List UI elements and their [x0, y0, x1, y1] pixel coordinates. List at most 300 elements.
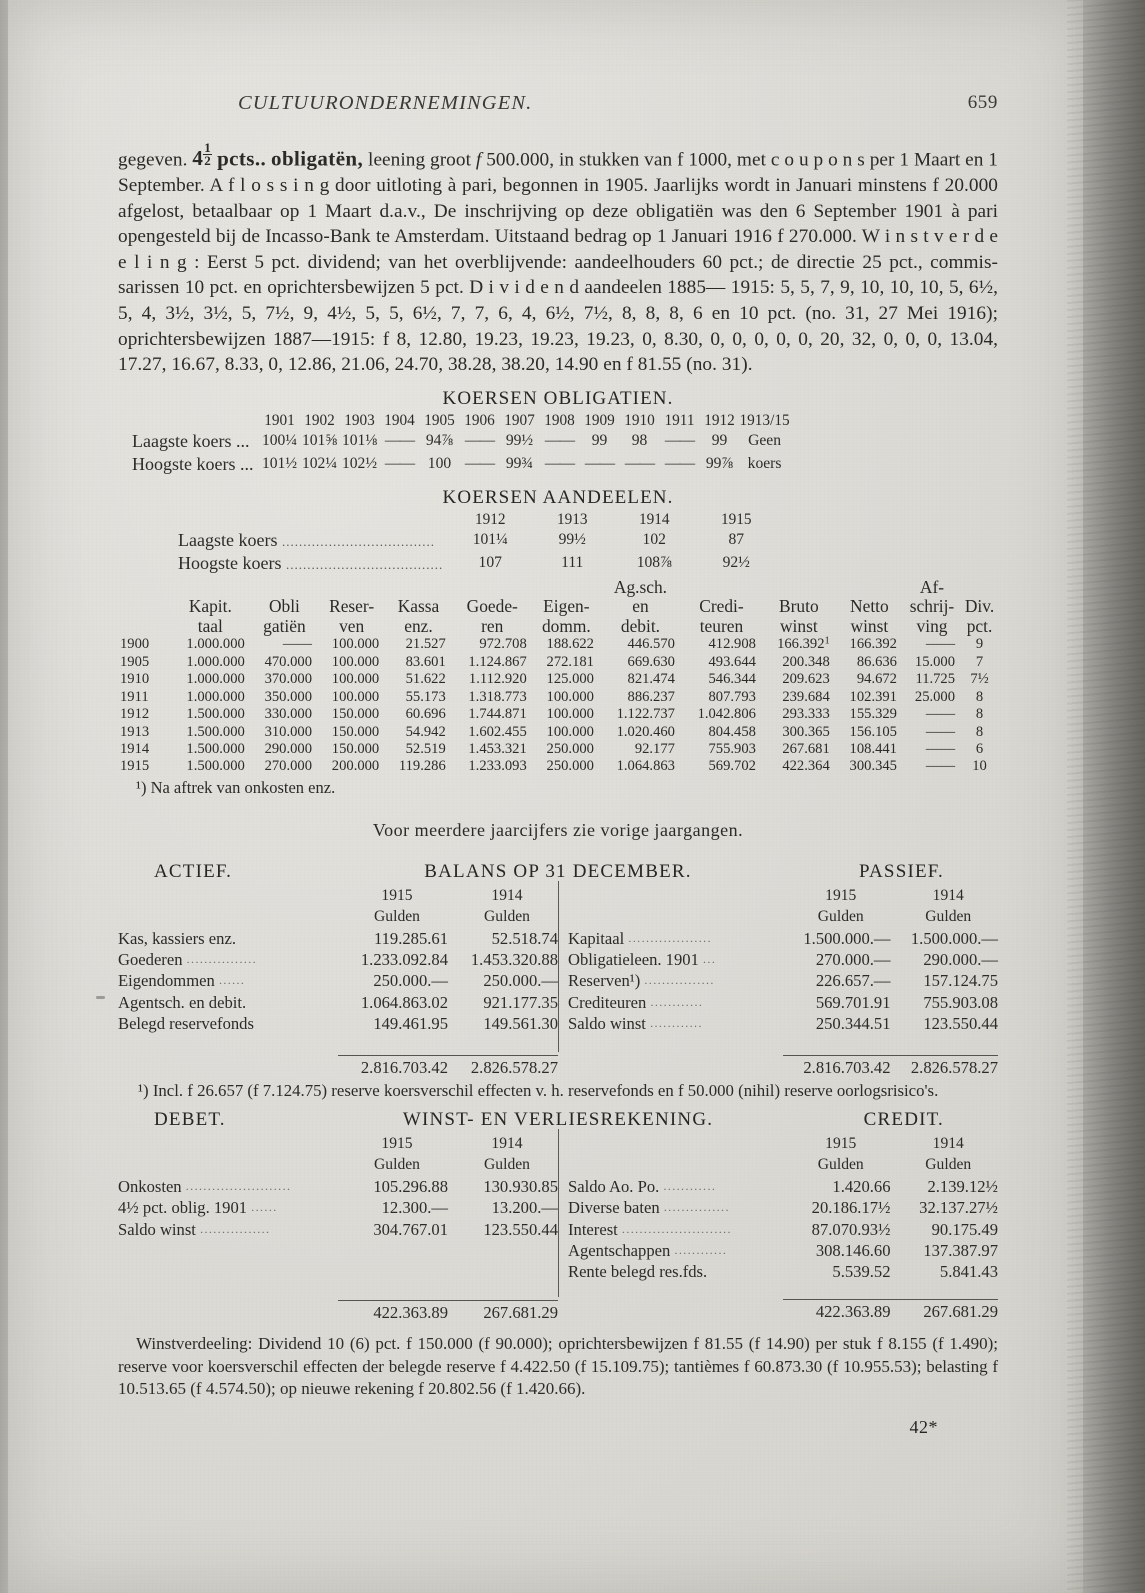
koersen-aandeelen-header-row [178, 511, 777, 530]
total-1915: 2.816.703.42 [803, 1057, 891, 1077]
koers-value: koers [747, 455, 782, 473]
col-head: Obli [268, 596, 300, 617]
koers-value: —— [544, 432, 575, 450]
value-1914: 90.175.49 [931, 1219, 998, 1239]
table-row [118, 689, 998, 706]
list-item [568, 1013, 998, 1034]
currency-header: Gulden [484, 1156, 530, 1174]
col-head: Credi- [699, 596, 744, 617]
cell-goederen: 972.708 [479, 636, 527, 653]
value-1914: 921.177.35 [483, 992, 558, 1012]
koers-value: —— [384, 432, 415, 450]
value-1914: 52.518.74 [491, 928, 558, 948]
final-line-4: (f 4.574.50); op nieuwe rekening f 20.802.56 (f 1.420.66). [190, 1379, 586, 1399]
col-head: Kapit. [188, 596, 232, 617]
total-1915: 422.363.89 [373, 1303, 448, 1322]
list-item [118, 928, 558, 949]
currency-header: Gulden [925, 1156, 972, 1174]
leader-dots: ............ [650, 994, 704, 1009]
col-head: Kassa [397, 596, 440, 617]
list-item [568, 1261, 998, 1282]
row-year: 1910 [120, 671, 150, 688]
cell-bruto-winst: 209.623 [782, 671, 830, 688]
col-head: teuren [699, 615, 744, 636]
total-rule [783, 1035, 998, 1057]
cell-kapitaal: 1.500.000 [186, 706, 245, 723]
para-line-1-mid: leening groot [368, 149, 471, 171]
currency-header-row [568, 906, 998, 927]
yearly-header-line2 [118, 617, 998, 637]
row-label: Interest ......................... [568, 1219, 732, 1239]
year-header: 1915 [381, 886, 413, 904]
currency-header: Gulden [374, 908, 420, 926]
value-1915: 304.767.01 [373, 1219, 448, 1239]
year-header: 1913 [556, 510, 588, 528]
col-head: ving [916, 615, 948, 636]
currency-header: Gulden [817, 1156, 864, 1174]
year-header: 1907 [504, 411, 535, 429]
currency-header-row [118, 906, 558, 927]
cell-agsch-debit: 1.064.863 [616, 758, 675, 775]
para-line-5: De inschrijving op deze obligatiën was den 6 September 1901 à pari [433, 200, 998, 222]
row-label: Rente belegd res.fds. [568, 1262, 708, 1282]
year-header-row [568, 1133, 998, 1154]
value-1915: 308.146.60 [815, 1241, 891, 1260]
total-rule [338, 1240, 558, 1302]
final-line-1: Winstverdeeling: Dividend 10 (6) pct. f 150.000 (f 90.000); oprichtersbewijzen f 81.55 [136, 1334, 744, 1354]
cell-eigendommen: 100.000 [546, 688, 594, 705]
credit-table [568, 1133, 998, 1322]
koers-value: 101½ [261, 455, 298, 473]
list-item [118, 1013, 558, 1034]
row-year: 1900 [120, 636, 150, 653]
cell-div-pct: 8 [975, 706, 984, 723]
list-item [568, 1240, 998, 1261]
koers-value: —— [664, 432, 695, 450]
cell-eigendommen: 272.181 [546, 653, 594, 670]
cell-kassa: 21.527 [405, 636, 446, 653]
table-row [132, 454, 790, 477]
row-year: 1912 [120, 706, 150, 723]
row-year: 1913 [120, 723, 150, 740]
koers-value: 102 [642, 531, 666, 549]
cell-crediteuren: 569.702 [708, 758, 756, 775]
year-header-row [568, 885, 998, 906]
value-1914: 290.000.— [923, 949, 998, 969]
cell-netto-winst: 300.345 [849, 758, 897, 775]
cell-netto-winst: 94.672 [856, 671, 897, 688]
currency-header-row [568, 1154, 998, 1175]
cell-crediteuren: 807.793 [708, 688, 756, 705]
cell-bruto-winst: 166.392$^1$ [777, 636, 830, 653]
list-item [118, 949, 558, 970]
yearly-table-footnote: ¹) Na aftrek van onkosten enz. [136, 777, 336, 797]
year-header: 1909 [584, 411, 615, 429]
credit-heading: CREDIT. [863, 1108, 944, 1130]
year-header: 1914 [638, 510, 670, 528]
cell-eigendommen: 100.000 [546, 723, 594, 740]
cell-agsch-debit: 92.177 [634, 740, 675, 757]
koers-value: 99 [591, 432, 608, 450]
cell-kapitaal: 1.500.000 [186, 740, 245, 757]
total-row [118, 1302, 558, 1323]
col-head: en [632, 596, 649, 617]
row-label: Laagste koers ... [132, 430, 250, 451]
value-1914: 250.000.— [483, 971, 558, 991]
col-head [118, 617, 170, 637]
value-1915: 1.500.000.— [803, 928, 891, 948]
cell-goederen: 1.453.321 [468, 740, 527, 757]
cell-kapitaal: 1.500.000 [186, 723, 245, 740]
cell-netto-winst: 155.329 [849, 706, 897, 723]
year-header: 1911 [664, 411, 695, 429]
cell-agsch-debit: 1.020.460 [616, 723, 675, 740]
final-line-2: (f 14.90) per stuk f 8.155 (f 1.490); reserve voor koersverschil effecten der belegde [118, 1334, 998, 1376]
currency-header: Gulden [817, 908, 864, 926]
cell-netto-winst: 156.105 [849, 723, 897, 740]
cell-afschrijving: —— [925, 636, 956, 653]
cell-obligatien: 470.000 [264, 653, 313, 670]
cell-agsch-debit: 446.570 [627, 636, 675, 653]
leader-dots: ......................... [621, 1221, 732, 1236]
value-1915: 5.539.52 [832, 1262, 891, 1282]
total-1914: 267.681.29 [483, 1303, 558, 1322]
bond-type-label: obligatën, [271, 146, 364, 171]
table-row [118, 741, 998, 758]
balans-actief-heading: ACTIEF. [154, 860, 233, 882]
cell-div-pct: 7 [975, 653, 984, 670]
year-header: 1912 [474, 510, 506, 528]
table-row [178, 553, 777, 576]
total-1915: 422.363.89 [815, 1301, 891, 1321]
total-1915: 2.816.703.42 [360, 1057, 448, 1077]
value-1914: 13.200.— [491, 1198, 558, 1218]
cell-reserven: 200.000 [331, 758, 380, 775]
year-header: 1914 [932, 1134, 964, 1152]
cell-div-pct: 10 [972, 758, 987, 775]
cell-kapitaal: 1.000.000 [186, 688, 245, 705]
value-1915: 1.233.092.84 [360, 949, 448, 969]
koers-value: —— [624, 455, 655, 473]
koers-value: 101⅝ [301, 432, 338, 450]
year-header: 1902 [304, 411, 335, 429]
value-1915: 569.701.91 [815, 992, 891, 1012]
cell-reserven: 150.000 [331, 706, 380, 723]
row-label: Hoogste koers ..................................... [178, 552, 444, 573]
koersen-obligatien-title: KOERSEN OBLIGATIEN. [442, 387, 674, 409]
leader-dots: ............... [663, 1200, 730, 1215]
row-label: Obligatieleen. 1901 ... [568, 949, 717, 969]
list-item [568, 970, 998, 991]
balans-center-heading: BALANS OP 31 DECEMBER. [424, 860, 692, 882]
col-head: Reser- [329, 596, 375, 617]
running-head [118, 92, 998, 118]
cell-div-pct: 7½ [970, 671, 989, 688]
page-edge-shadow [1067, 0, 1145, 1593]
row-label: Kas, kassiers enz. [118, 928, 236, 948]
footnote-marker: 1 [824, 636, 830, 648]
para-line-11: 6, 4, 6½, 7½, 8, 8, 8, 6 en 10 pct. (no. 31, 27 Mei 1916); oprichtersbewijzen [118, 302, 998, 350]
value-1914: 123.550.44 [483, 1219, 558, 1239]
koers-value: 99¾ [505, 455, 534, 473]
cell-goederen: 1.233.093 [468, 758, 527, 775]
page-content [118, 0, 998, 1438]
cell-reserven: 100.000 [331, 653, 380, 670]
bond-unit-label: pcts. [217, 146, 261, 171]
bond-rate: 4 $\frac{1}{2}$ [192, 140, 212, 171]
value-1915: 12.300.— [381, 1198, 448, 1218]
cell-obligatien: 310.000 [264, 723, 313, 740]
running-head-title: CULTUURONDERNEMINGEN. [238, 92, 533, 114]
cell-crediteuren: 412.908 [708, 636, 756, 653]
list-item [568, 992, 998, 1013]
cell-kapitaal: 1.500.000 [186, 758, 245, 775]
koers-value: 111 [561, 554, 584, 572]
value-1914: 32.137.27½ [919, 1198, 998, 1218]
value-1914: 2.139.12½ [927, 1176, 998, 1196]
list-item [118, 970, 558, 991]
koersen-obligatien-table [132, 412, 790, 477]
col-head: Goede- [466, 596, 518, 617]
cell-reserven: 100.000 [331, 688, 380, 705]
balans-footnote-line2: f 50.000 (nihil) reserve oorlogsrisico's. [677, 1080, 939, 1100]
year-header: 1910 [624, 411, 655, 429]
row-label: Saldo winst ................ [118, 1219, 271, 1239]
koers-value: —— [384, 455, 415, 473]
para-line-8: het overblijvende: aandeelhouders 60 pct.; de directie 25 pct., commis- [423, 251, 998, 273]
total-row [568, 1057, 998, 1078]
leader-dots: ........................ [185, 1178, 292, 1193]
header-agsch: Ag.sch. [613, 576, 668, 597]
table-row [118, 636, 998, 653]
cell-afschrijving: —— [925, 758, 956, 775]
row-label: Hoogste koers ... [132, 453, 254, 474]
cell-kassa: 83.601 [405, 653, 446, 670]
value-1915: 226.657.— [815, 971, 891, 991]
value-1914: 1.500.000.— [910, 928, 998, 948]
col-head: Bruto [779, 596, 819, 617]
header-af: Af- [919, 576, 945, 597]
cell-obligatien: 370.000 [264, 671, 313, 688]
row-label: Saldo winst ............ [568, 1014, 703, 1034]
year-header: 1905 [424, 411, 455, 429]
cell-goederen: 1.318.773 [468, 688, 527, 705]
koers-value: —— [464, 432, 495, 450]
para-line-9: sarissen 10 pct. en oprichtersbewijzen 5 pct. D i v i d e n d aandeelen 1885— [118, 277, 726, 299]
row-label: Reserven¹) ................ [568, 971, 715, 991]
value-1914: 755.903.08 [923, 992, 998, 1012]
cell-bruto-winst: 293.333 [782, 706, 830, 723]
para-line-14: (no. 31). [686, 354, 753, 376]
cell-netto-winst: 166.392 [849, 636, 897, 653]
balans-footnote-line1: ¹) Incl. f 26.657 (f 7.124.75) reserve koersverschil effecten v. h. reservefonds en [138, 1080, 674, 1100]
col-head: winst [780, 615, 818, 636]
leader-dots: ...... [218, 973, 246, 988]
intro-paragraph: gegeven. 4 $\frac{1}{2}$ pcts.. obligatën, leening groot f 500.000, in stukken van f 1000, met c o u p o n s per 1 Maart en 1 September. A f l o s s i n g door uitloting à pari, begonnen in 1905. Jaarlijks wordt in Januari minstens f 20.000 afgelost, betaalbaar op 1 Maart d.a.v., De inschrijving op deze obligatiën was den 6 September 1901 à pari opengesteld bij de Incasso-Bank te Amsterdam. Uitstaand bedrag op 1 Januari 1916 f 270.000. W i n s t v e r d e e l i n g : Eerst 5 pct. dividend; van het overblijvende: aandeelhouders 60 pct.; de directie 25 pct., commis- sarissen 10 pct. en oprichtersbewijzen 5 pct. D i v i d e n d aandeelen 1885— 1915: 5, 5, 7, 9, 10, 10, 10, 5, 6½, 5, 4, 3½, 3½, 5, 7½, 9, 4½, 5, 5, 6½, 7, 7, 6, 4, 6½, 7½, 8, 8, 8, 6 en 10 pct. (no. 31, 27 Mei 1916); oprichtersbewijzen 1887—1915: f 8, 12.80, 19.23, 19.23, 19.23, 0, 8.30, 0, 0, 0, 0, 0, 20, 32, 0, 0, 0, 13.04, 17.27, 16.67, 8.33, 0, 12.86, 21.06, 24.70, 38.28, 38.20, 14.90 en f 81.55 (no. 31). [118, 140, 999, 376]
para-line-7: Januari 1916 f 270.000. W i n s t v e r d e e l i n g : Eerst 5 pct. dividend; van [118, 226, 999, 273]
value-1915: 1.064.863.02 [360, 992, 448, 1012]
table-row [118, 758, 998, 775]
cell-agsch-debit: 821.474 [627, 671, 675, 688]
cell-eigendommen: 250.000 [546, 740, 594, 757]
list-item [118, 1197, 558, 1218]
cell-afschrijving: —— [925, 706, 956, 723]
cell-agsch-debit: 1.122.737 [616, 706, 675, 723]
value-1915: 87.070.93½ [811, 1219, 891, 1239]
cell-kassa: 119.286 [398, 758, 446, 775]
para-line-13: 13.04, 17.27, 16.67, 8.33, 0, 12.86, 21.06, 24.70, 38.28, 38.20, 14.90 en f 81.55 [118, 328, 999, 376]
leader-dots: .................................... [281, 533, 435, 549]
currency-header: Gulden [925, 908, 972, 926]
balans-footnote [118, 1080, 998, 1101]
para-line-12: 1887—1915: f 8, 12.80, 19.23, 19.23, 19.23, 0, 8.30, 0, 0, 0, 0, 0, 20, 32, 0, 0, 0, [273, 328, 943, 350]
col-head: schrij- [909, 596, 955, 617]
leader-dots: ................ [186, 951, 258, 966]
koers-value: 101⅛ [341, 432, 378, 450]
winstverdeeling-paragraph [118, 1333, 998, 1401]
cell-agsch-debit: 669.630 [627, 653, 675, 670]
koers-value: —— [584, 455, 615, 473]
total-rule [338, 1035, 558, 1057]
leader-dots: ............ [650, 1016, 703, 1031]
cell-afschrijving: 25.000 [914, 688, 956, 705]
column-divider [558, 1129, 559, 1297]
koersen-aandeelen-title: KOERSEN AANDEELEN. [442, 486, 674, 508]
row-label: Diverse baten ............... [568, 1198, 730, 1218]
koers-value: 107 [478, 554, 502, 572]
year-header: 1914 [491, 1134, 523, 1152]
year-header: 1915 [381, 1134, 413, 1152]
currency-header: Gulden [484, 908, 530, 926]
row-label: Agentsch. en debit. [118, 992, 247, 1012]
yearly-summary-table [118, 578, 998, 776]
cell-afschrijving: —— [925, 740, 956, 757]
value-1914: 149.561.30 [483, 1014, 558, 1034]
koers-value: 99½ [558, 531, 586, 549]
value-1915: 119.285.61 [373, 928, 448, 948]
year-header-row [118, 1133, 558, 1154]
koers-value: 99 [711, 432, 728, 450]
leader-dots: ................ [200, 1221, 271, 1236]
year-header: 1915 [825, 886, 857, 904]
col-head: Netto [850, 596, 889, 617]
cell-kassa: 52.519 [405, 740, 446, 757]
yearly-table-body [118, 636, 998, 775]
year-header: 1903 [344, 411, 375, 429]
cell-kassa: 60.696 [405, 706, 446, 723]
credit-column [558, 1133, 998, 1323]
value-1914: 5.841.43 [939, 1262, 998, 1282]
cell-crediteuren: 1.042.806 [697, 706, 756, 723]
cell-reserven: 100.000 [331, 636, 380, 653]
cell-goederen: 1.112.920 [468, 671, 527, 688]
cell-kapitaal: 1.000.000 [186, 636, 245, 653]
col-head: domm. [541, 615, 591, 636]
col-head: ven [339, 615, 365, 636]
year-header: 1915 [720, 510, 752, 528]
koers-value: 108⅞ [636, 554, 672, 572]
value-1914: 123.550.44 [923, 1014, 998, 1034]
koers-value: 102½ [341, 455, 378, 473]
table-row [118, 671, 998, 688]
cell-eigendommen: 250.000 [546, 758, 594, 775]
koers-value: —— [544, 455, 575, 473]
leader-dots: ................... [628, 930, 712, 945]
koers-value: 92½ [722, 554, 750, 572]
value-1915: 20.186.17½ [811, 1198, 891, 1218]
value-1915: 1.420.66 [832, 1176, 891, 1196]
rule-row [118, 1240, 558, 1302]
currency-header-row [118, 1154, 558, 1175]
winst-verlies-center-heading: WINST- EN VERLIESREKENING. [402, 1108, 714, 1130]
total-1914: 2.826.578.27 [910, 1057, 998, 1077]
total-1914: 2.826.578.27 [470, 1057, 558, 1077]
table-row [178, 530, 777, 553]
balans-section [118, 861, 998, 1101]
list-item [118, 1219, 558, 1240]
debet-heading: DEBET. [154, 1108, 226, 1130]
debet-column [118, 1133, 558, 1323]
koers-value: 100¼ [261, 432, 298, 450]
cell-obligatien: 350.000 [264, 688, 313, 705]
value-1915: 105.296.88 [373, 1176, 448, 1196]
list-item [118, 1176, 558, 1197]
cell-obligatien: —— [282, 636, 313, 653]
balans-actief-column [118, 885, 558, 1078]
total-row [568, 1301, 998, 1322]
leader-dots: ............ [663, 1178, 717, 1193]
koers-value: —— [664, 455, 695, 473]
cell-div-pct: 8 [975, 723, 984, 740]
page-number: 659 [967, 92, 998, 113]
row-label: Kapitaal ................... [568, 928, 712, 948]
signature-mark: 42* [909, 1416, 938, 1437]
row-year: 1914 [120, 740, 150, 757]
para-line-1-lead: gegeven. [118, 149, 188, 171]
cell-goederen: 1.124.867 [468, 653, 527, 670]
row-year: 1911 [120, 688, 149, 705]
leader-dots: ..................................... [285, 556, 444, 572]
row-label: Agentschappen ............ [568, 1241, 728, 1260]
para-line-6: opengesteld bij de Incasso-Bank te Amsterdam. Uitstaand bedrag op 1 [118, 226, 667, 248]
winst-verlies-section [118, 1109, 998, 1323]
cell-bruto-winst: 200.348 [782, 653, 830, 670]
col-head: ren [481, 615, 504, 636]
currency-header: Gulden [374, 1156, 420, 1174]
value-1915: 270.000.— [815, 949, 891, 969]
year-header: 1912 [704, 411, 735, 429]
list-item [568, 1219, 998, 1240]
cell-agsch-debit: 886.237 [627, 688, 675, 705]
col-head: winst [850, 615, 889, 636]
cell-netto-winst: 102.391 [849, 688, 897, 705]
cell-obligatien: 330.000 [264, 706, 313, 723]
rule-row [118, 1035, 558, 1057]
cell-crediteuren: 546.344 [708, 671, 756, 688]
cell-goederen: 1.602.455 [468, 723, 527, 740]
column-divider [558, 881, 559, 1052]
cell-eigendommen: 188.622 [546, 636, 594, 653]
cell-netto-winst: 108.441 [849, 740, 897, 757]
year-header: 1914 [491, 886, 523, 904]
yearly-header-line1 [118, 597, 998, 617]
koers-value: —— [464, 455, 495, 473]
cell-bruto-winst: 300.365 [782, 723, 830, 740]
row-label: 4½ pct. oblig. 1901 ...... [118, 1198, 278, 1218]
year-header: 1913/15 [739, 411, 790, 429]
leader-dots: ................ [644, 973, 715, 988]
value-1915: 149.461.95 [373, 1014, 448, 1034]
